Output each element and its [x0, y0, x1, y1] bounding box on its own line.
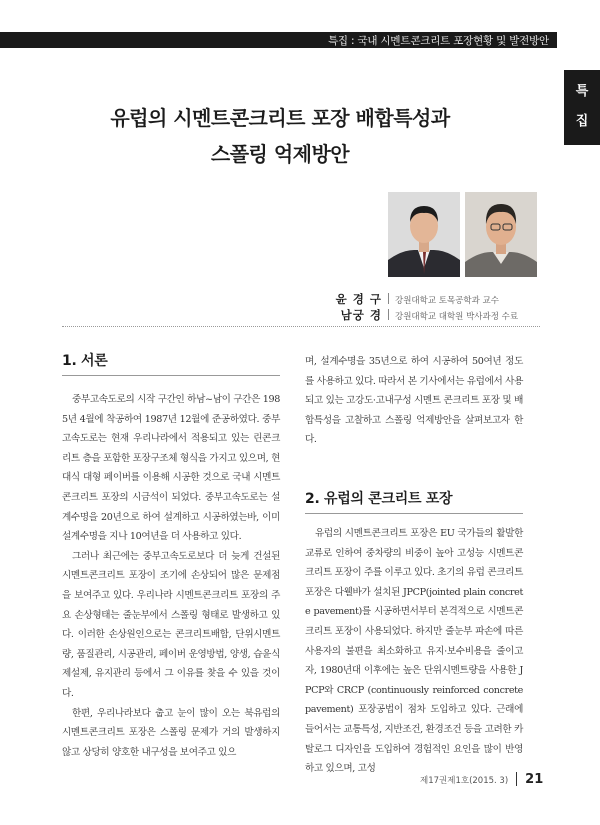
author-name: 남궁 경 [340, 308, 382, 322]
author-separator [388, 309, 389, 320]
author-affiliation: 강원대학교 대학원 박사과정 수료 [395, 312, 519, 322]
right-column [305, 352, 523, 779]
author-affiliation: 강원대학교 토목공학과 교수 [395, 296, 499, 306]
body-paragraph: 한편, 우리나라보다 춥고 눈이 많이 오는 북유럽의 시멘트콘크리트 포장은 스폴링 문제가 거의 발생하지 않고 상당히 양호한 내구성을 보여주고 있으 [62, 707, 280, 758]
section-heading: 2. 유럽의 콘크리트 포장 [305, 488, 523, 514]
body-paragraph: 유럽의 시멘트콘크리트 포장은 EU 국가들의 활발한 교류로 인하여 중차량의 비중이 높아 고성능 시멘트콘크리트 포장이 주를 이루고 있다. 초기의 유럽 콘크리트 포장은 다웰바가 설치된 JPCP(jointed plain concrete pavement)를 시공하면서부터 본격적으로 시멘트콘크리트 포장이 사용되었다. 하지만 줄눈부 파손에 따른 사용자의 불편을 최소화하고 유지·보수비용을 줄이고자, 1980년대 이후에는 높은 단위시멘트량을 사용한 JPCP와 CRCP (continuously reinforced concrete pavement) 포장공법이 점차 도입하고 있다. 근래에 들어서는 교통특성, 지반조건, 환경조건 등을 고려한 카탈로그 디자인을 도입하여 경험적인 요인을 많이 반영하고 있으며, 고성 [305, 527, 523, 775]
issue-info: 제17권제1호(2015. 3) [420, 776, 509, 786]
page-footer [420, 768, 543, 787]
side-tab-char: 특 [575, 84, 589, 99]
body-paragraph: 중부고속도로의 시작 구간인 하남~남이 구간은 1985년 4월에 착공하여 1987년 12월에 준공하였다. 중부고속도로는 현재 우리나라에서 적용되고 있는 린콘크리트 층을 포함한 포장구조체 형식을 가지고 있으며, 현대식 대형 페이버를 이용해 시공한 것으로 국내 시멘트콘크리트 포장의 시금석이 되었다. 중부고속도로는 설계수명을 20년으로 하여 설계하고 시공하였는바, 이미 설계수명을 지나 10여년을 더 사용하고 있다. [62, 394, 280, 543]
author-photo [465, 192, 537, 277]
body-paragraph: 그러나 최근에는 중부고속도로보다 더 늦게 건설된 시멘트콘크리트 포장이 조기에 손상되어 많은 문제점을 보여주고 있다. 우리나라 시멘트콘크리트 포장의 주요 손상형태는 줄눈부에서 스폴링 형태로 발생하고 있다. 이러한 손상원인으로는 콘크리트배합, 단위시멘트량, 품질관리, 시공관리, 페이버 운영방법, 양생, 습윤식 제설제, 유지관리 등에서 그 이유를 찾을 수 있을 것이다. [62, 550, 280, 699]
left-column [62, 350, 280, 762]
section-heading: 1. 서론 [62, 350, 280, 376]
section-banner [0, 32, 557, 48]
article-title-line1: 유럽의 시멘트콘크리트 포장 배합특성과 [110, 106, 450, 130]
author-separator [388, 293, 389, 304]
banner-text: 특집 : 국내 시멘트콘크리트 포장현황 및 발전방안 [327, 35, 549, 47]
author-line [310, 304, 518, 323]
side-tab [564, 70, 600, 145]
page-number: 21 [525, 772, 544, 787]
footer-separator [516, 772, 517, 786]
side-tab-char: 집 [575, 114, 589, 129]
author-photo [388, 192, 460, 277]
article-title-line2: 스폴링 억제방안 [210, 142, 350, 166]
author-name: 윤 경 구 [335, 292, 382, 306]
dotted-divider [62, 326, 540, 327]
body-paragraph: 며, 설계수명을 35년으로 하여 시공하여 50여년 정도를 사용하고 있다. 따라서 본 기사에서는 유럽에서 사용되고 있는 고강도·고내구성 시멘트 콘크리트 포장 및 배합특성을 고찰하고 스폴링 억제방안을 살펴보고자 한다. [305, 356, 523, 446]
